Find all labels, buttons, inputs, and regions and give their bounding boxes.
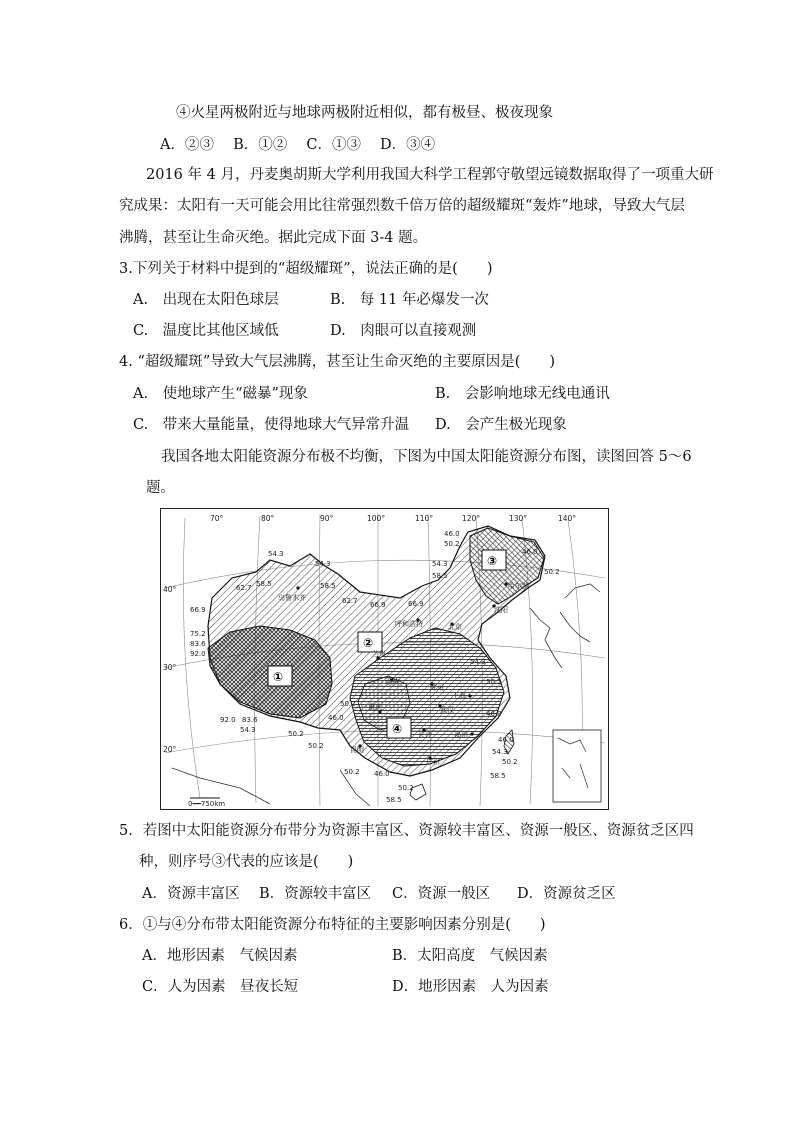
lat-label-40: 40°	[163, 585, 177, 594]
svg-text:92.0: 92.0	[190, 650, 206, 658]
svg-text:50.2: 50.2	[544, 568, 560, 576]
passage-line-2: 究成果：太阳有一天可能会用比往常强烈数千倍万倍的超级耀斑“轰炸”地球，导致大气层	[119, 198, 685, 214]
svg-text:58.5: 58.5	[432, 572, 448, 580]
q5-stem-line-1: 5．若图中太阳能资源分布带分为资源丰富区、资源较丰富区、资源一般区、资源贫乏区四	[119, 823, 694, 839]
q3-stem: 3.下列关于材料中提到的“超级耀斑”，说法正确的是( )	[119, 261, 493, 277]
q5-option-d[interactable]: D．资源贫乏区	[517, 886, 616, 902]
intro56-line-1: 我国各地太阳能资源分布极不均衡，下图为中国太阳能资源分布图，读图回答 5～6	[161, 449, 692, 465]
lon-label-90: 90°	[320, 514, 334, 523]
zone-label-2	[358, 632, 382, 652]
svg-text:④: ④	[392, 722, 403, 736]
svg-text:58.5: 58.5	[256, 580, 272, 588]
svg-text:北京: 北京	[448, 623, 462, 631]
svg-text:46.0: 46.0	[328, 714, 344, 722]
svg-text:50.2: 50.2	[398, 784, 414, 792]
svg-text:75.2: 75.2	[190, 630, 206, 638]
q6-option-a[interactable]: A．地形因素 气候因素	[142, 948, 298, 964]
zone-label-3	[482, 550, 506, 570]
svg-text:54.3: 54.3	[432, 560, 448, 568]
svg-text:46.0: 46.0	[498, 736, 514, 744]
svg-text:西安: 西安	[386, 678, 400, 686]
svg-text:③: ③	[487, 554, 498, 568]
svg-text:长沙: 长沙	[418, 731, 432, 739]
svg-text:50.2: 50.2	[308, 742, 324, 750]
zone-label-1	[268, 666, 292, 686]
q5-option-c[interactable]: C．资源一般区	[392, 886, 491, 902]
svg-text:54.3: 54.3	[470, 658, 486, 666]
svg-text:昆明: 昆明	[350, 746, 364, 754]
svg-text:58.5: 58.5	[320, 582, 336, 590]
svg-text:0━━750km: 0━━750km	[188, 800, 226, 808]
svg-text:上海: 上海	[452, 692, 466, 700]
lat-label-20: 20°	[163, 745, 177, 754]
svg-text:54.3: 54.3	[268, 550, 284, 558]
svg-text:50.2: 50.2	[502, 758, 518, 766]
svg-text:83.6: 83.6	[242, 716, 258, 724]
q4-option-b[interactable]: B. 会影响地球无线电通讯	[435, 386, 610, 402]
svg-text:46.0: 46.0	[522, 548, 538, 556]
svg-text:50.2: 50.2	[340, 700, 356, 708]
lon-label-100: 100°	[367, 514, 386, 523]
svg-text:46.0: 46.0	[444, 530, 460, 538]
intro56-line-2: 题。	[146, 480, 175, 496]
svg-text:66.9: 66.9	[408, 600, 424, 608]
lat-label-30: 30°	[163, 663, 177, 672]
passage-line-1: 2016 年 4 月，丹麦奥胡斯大学利用我国大科学工程郭守敬望远镜数据取得了一项重大研	[146, 167, 714, 183]
svg-text:62.7: 62.7	[236, 584, 252, 592]
svg-text:50.2: 50.2	[486, 678, 502, 686]
lon-label-120: 120°	[462, 514, 481, 523]
svg-text:92.0: 92.0	[220, 716, 236, 724]
svg-text:兰州: 兰州	[372, 650, 386, 658]
lon-label-140: 140°	[558, 514, 577, 523]
svg-text:50.2: 50.2	[344, 768, 360, 776]
svg-text:哈尔滨: 哈尔滨	[508, 582, 529, 590]
zone-label-4	[387, 718, 411, 738]
q5-option-a[interactable]: A．资源丰富区	[142, 886, 240, 902]
svg-text:83.6: 83.6	[190, 640, 206, 648]
svg-text:54.3: 54.3	[315, 560, 331, 568]
svg-text:50.2: 50.2	[288, 730, 304, 738]
q4-option-c[interactable]: C. 带来大量能量，使得地球大气异常升温	[133, 417, 410, 433]
q5-option-b[interactable]: B．资源较丰富区	[259, 886, 372, 902]
svg-text:福州: 福州	[454, 731, 468, 739]
svg-text:50.2: 50.2	[444, 540, 460, 548]
svg-text:58.5: 58.5	[386, 796, 402, 804]
svg-text:46.0: 46.0	[374, 770, 390, 778]
svg-text:乌鲁木齐: 乌鲁木齐	[278, 594, 306, 602]
lon-label-70: 70°	[210, 514, 224, 523]
lon-label-110: 110°	[415, 514, 434, 523]
q3-option-b[interactable]: B. 每 11 年必爆发一次	[330, 292, 489, 308]
svg-text:66.9: 66.9	[370, 601, 386, 609]
svg-text:重庆: 重庆	[368, 703, 382, 711]
svg-text:郑州: 郑州	[430, 684, 444, 692]
svg-text:46.0: 46.0	[486, 710, 502, 718]
svg-text:呼和浩特: 呼和浩特	[395, 620, 423, 628]
svg-text:沈阳: 沈阳	[494, 606, 508, 614]
options-prev-question: A．②③ B．①② C．①③ D．③④	[160, 137, 436, 153]
svg-text:①: ①	[273, 670, 284, 684]
q3-option-d[interactable]: D. 肉眼可以直接观测	[330, 323, 477, 339]
q6-option-d[interactable]: D．地形因素 人为因素	[392, 979, 549, 995]
svg-text:②: ②	[363, 636, 374, 650]
passage-line-3: 沸腾，甚至让生命灭绝。据此完成下面 3-4 题。	[119, 230, 428, 246]
svg-text:66.9: 66.9	[190, 606, 206, 614]
q3-option-c[interactable]: C. 温度比其他区域低	[133, 323, 279, 339]
svg-text:武汉: 武汉	[440, 706, 454, 714]
lon-label-130: 130°	[509, 514, 528, 523]
svg-text:58.5: 58.5	[490, 772, 506, 780]
statement-4: ④火星两极附近与地球两极附近相似，都有极昼、极夜现象	[176, 105, 553, 121]
q6-option-b[interactable]: B．太阳高度 气候因素	[392, 948, 548, 964]
lon-label-80: 80°	[261, 514, 275, 523]
svg-text:54.3: 54.3	[492, 748, 508, 756]
q5-stem-line-2: 种，则序号③代表的应该是( )	[139, 854, 354, 870]
q6-option-c[interactable]: C．人为因素 昼夜长短	[142, 979, 299, 995]
south-china-sea-inset	[553, 730, 601, 802]
svg-text:广州: 广州	[426, 758, 440, 766]
china-solar-resource-map	[160, 508, 609, 810]
q4-option-d[interactable]: D. 会产生极光现象	[435, 417, 567, 433]
q3-option-a[interactable]: A. 出现在太阳色球层	[133, 292, 279, 308]
q6-stem: 6．①与④分布带太阳能资源分布特征的主要影响因素分别是( )	[119, 917, 546, 933]
scale-bar	[188, 798, 225, 808]
q4-option-a[interactable]: A. 使地球产生“磁暴”现象	[133, 386, 308, 402]
svg-text:62.7: 62.7	[342, 597, 358, 605]
q4-stem: 4. “超级耀斑”导致大气层沸腾，甚至让生命灭绝的主要原因是( )	[119, 354, 556, 370]
svg-text:54.3: 54.3	[240, 726, 256, 734]
